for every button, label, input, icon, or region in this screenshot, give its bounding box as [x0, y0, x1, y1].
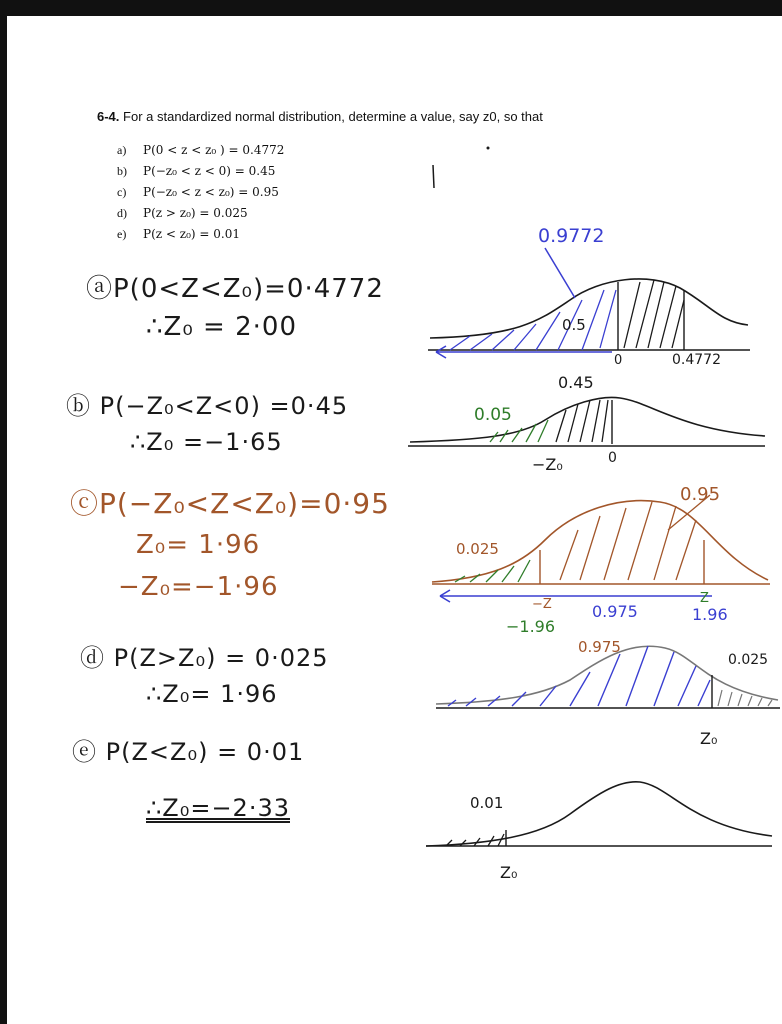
solution-a-equation: ⓐP(0<Z<Z₀)=0·4772 — [86, 274, 384, 304]
sketch-b — [408, 373, 765, 474]
solution-e-equation: ⓔ P(Z<Z₀) = 0·01 — [72, 738, 305, 766]
sketch-c-mid-label: 0.975 — [592, 602, 638, 621]
sketch-a-mid-label: 0.5 — [562, 316, 586, 334]
sketch-d-mid-label: 0.975 — [578, 638, 621, 656]
solution-d-answer: ∴Z₀= 1·96 — [146, 680, 278, 708]
sketch-c — [432, 484, 770, 636]
sketch-a-black-hatch — [624, 280, 684, 348]
stray-dot — [487, 147, 490, 150]
problem-text: For a standardized normal distribution, determine a value, say z0, so that — [123, 109, 543, 124]
sketch-b-black-hatch — [556, 400, 608, 442]
sketch-a-pointer — [545, 248, 575, 298]
solution-b-answer: ∴Z₀ =−1·65 — [130, 428, 283, 456]
solution-a-answer: ∴Z₀ = 2·00 — [146, 312, 297, 342]
sketch-d — [436, 638, 780, 748]
sketch-b-top-label: 0.45 — [558, 373, 594, 392]
sketch-e — [426, 782, 772, 882]
solution-c-answer-positive: Z₀= 1·96 — [136, 530, 261, 560]
sketch-b-zero-label: 0 — [608, 450, 617, 466]
sketch-d-z-label: Z₀ — [700, 729, 718, 748]
sketch-a-top-label: 0.9772 — [538, 225, 605, 247]
list-item: d) P(z > z₀) = 0.025 — [117, 206, 248, 220]
list-item: b) P(−z₀ < z < 0) = 0.45 — [117, 164, 276, 178]
sketch-a-right-label: 0.4772 — [672, 352, 721, 368]
list-item: e) P(z < z₀) = 0.01 — [117, 227, 240, 241]
sketch-a — [428, 225, 750, 368]
list-item: c) P(−z₀ < z < z₀) = 0.95 — [117, 185, 279, 199]
sketch-c-neg-val-label: −1.96 — [506, 617, 556, 636]
sketch-c-right-top-label: 0.95 — [680, 484, 721, 505]
stray-mark — [433, 165, 434, 188]
sketch-b-curve — [410, 397, 765, 442]
sketch-e-left-label: 0.01 — [470, 794, 504, 812]
sketch-b-left-label: 0.05 — [474, 405, 512, 425]
sketch-e-z-label: Z₀ — [500, 863, 518, 882]
sketch-b-neg-label: −Z₀ — [532, 455, 563, 474]
sketch-c-brown-hatch — [560, 502, 696, 580]
solution-c-equation: ⓒP(−Z₀<Z<Z₀)=0·95 — [70, 487, 390, 520]
problem-number: 6-4. — [97, 109, 120, 124]
sketch-c-left-label: 0.025 — [456, 540, 499, 558]
sketch-c-pos-z-label: Z — [700, 591, 709, 606]
solution-e-answer: ∴Z₀=−2·33 — [146, 794, 290, 822]
sketch-c-neg-z-label: −Z — [532, 597, 552, 612]
solution-b-equation: ⓑ P(−Z₀<Z<0) =0·45 — [66, 392, 349, 420]
sketch-a-zero-label: 0 — [614, 353, 623, 368]
list-item: a) P(0 < z < z₀ ) = 0.4772 — [117, 143, 285, 157]
solution-c-answer-negative: −Z₀=−1·96 — [118, 572, 279, 602]
sketch-d-right-label: 0.025 — [728, 652, 769, 668]
sketch-e-curve — [426, 782, 772, 846]
sketch-c-pos-val-label: 1.96 — [692, 605, 728, 624]
sketch-a-blue-hatch — [450, 290, 616, 350]
solution-d-equation: ⓓ P(Z>Z₀) = 0·025 — [80, 644, 329, 672]
